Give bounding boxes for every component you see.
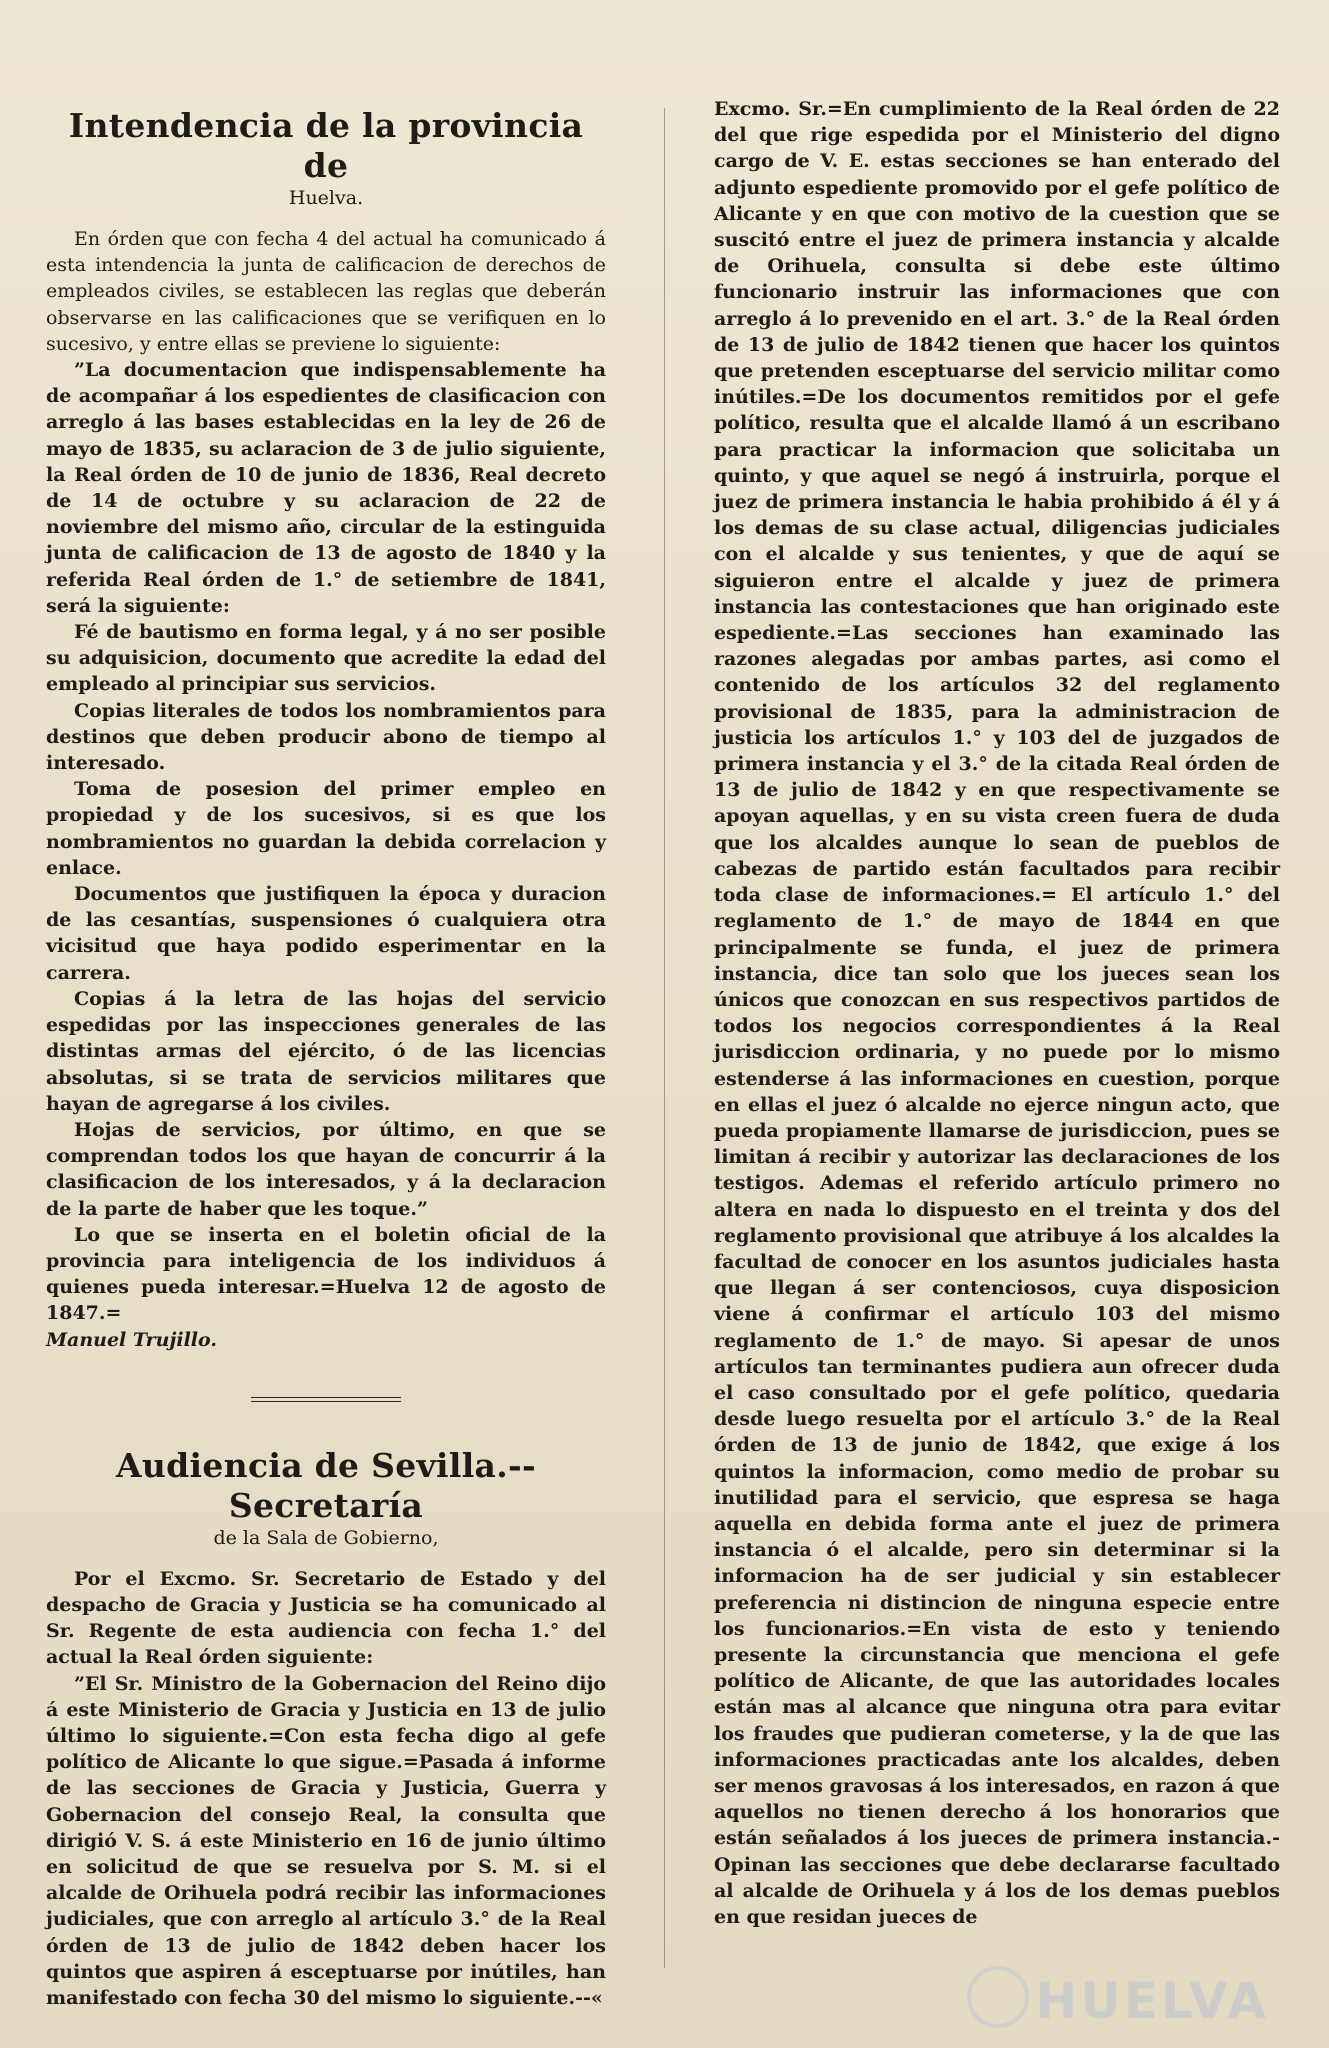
s1-paragraph-item: Copias á la letra de las hojas del servicio espedidas por las inspecciones generales de las distintas armas del ejército, ó de las licencias absolutas, si se trata de servicios militares que hayan de agregarse á los civiles. <box>46 987 606 1115</box>
right-column <box>714 96 1280 1930</box>
s1-paragraph-item: Toma de posesion del primer empleo en propiedad y de los sucesivos, si es que los nombramientos no guardan la debida correlacion y enlace. <box>46 778 606 879</box>
s1-signature: Manuel Trujillo. <box>46 1328 217 1351</box>
section2-subtitle: de la Sala de Gobierno, <box>213 1526 439 1549</box>
s1-paragraph-quote: ”La documentacion que indispensablemente ha de acompañar á los espedientes de clasificacion con arreglo á las bases establecidas en la ley de 26 de mayo de 1835, su aclaracion de 3 de julio siguiente, la Real órden de 10 de junio de 1836, Real decreto de 14 de octubre y su aclaracion de 22 de noviembre del mismo año, circular de la estinguida junta de calificacion de 13 de agosto de 1840 y la referida Real órden de 1.° de setiembre de 1841, será la siguiente: <box>46 359 606 617</box>
left-column <box>46 96 606 2011</box>
s2-paragraph-order: ”El Sr. Ministro de la Gobernacion del Reino dijo á este Ministerio de Gracia y Justicia en 13 de julio último lo siguiente.=Con esta fecha digo al gefe político de Alicante lo que sigue.=Pasada á informe de las secciones de Gracia y Justicia, Guerra y Gobernacion del consejo Real, la consulta que dirigió V. S. á este Ministerio en 16 de junio último en solicitud de que se resuelva por S. M. si el alcalde de Orihuela podrá recibir las informaciones judiciales, que con arreglo al artículo 3.° de la Real órden de 13 de julio de 1842 deben hacer los quintos que aspiren á esceptuarse por inútiles, han manifestado con fecha 30 del mismo lo siguiente.--« <box>46 1672 606 2009</box>
section1-title: Intendencia de la provincia de <box>68 106 584 185</box>
s1-paragraph-item: Hojas de servicios, por último, en que se comprendan todos los que hayan de concurrir á la clasificacion de los interesados, y á la declaracion de la parte de haber que les toque.” <box>46 1118 606 1220</box>
section1-subtitle: Huelva. <box>288 187 364 209</box>
s2-paragraph-intro: Por el Excmo. Sr. Secretario de Estado y del despacho de Gracia y Justicia se ha comunicado al Sr. Regente de esta audiencia con fecha 1.° del actual la Real órden siguiente: <box>46 1567 606 1669</box>
right-paragraph: Excmo. Sr.=En cumplimiento de la Real órden de 22 del que rige espedida por el Ministerio del digno cargo de V. E. estas secciones se han enterado del adjunto espediente promovido por el gefe político de Alicante y en que con motivo de la cuestion que se suscitó entre el juez de primera instancia y alcalde de Orihuela, consulta si debe este último funcionario instruir las informaciones que con arreglo á lo prevenido en el art. 3.° de la Real órden de 13 de julio de 1842 tienen que hacer los quintos que pretenden esceptuarse del servicio militar como inútiles.=De los documentos remitidos por el gefe político, resulta que el alcalde llamó á un escribano para practicar la informacion que solicitaba un quinto, y que aquel se negó á instruirla, porque el juez de primera instancia le habia prohibido á él y á los demas de su clase actual, diligencias judiciales con el alcalde y sus tenientes, y que de aquí se siguieron entre el alcalde y juez de primera instancia las contestaciones que han originado este espediente.=Las secciones han examinado las razones alegadas por ambas partes, asi como el contenido de los artículos 32 del reglamento provisional de 1835, para la administracion de justicia los artículos 1.° y 103 del de juzgados de primera instancia y el 3.° de la citada Real órden de 13 de julio de 1842 y en que respectivamente se apoyan aquellas, y en su vista creen fuera de duda que los alcaldes aunque lo sean de pueblos de cabezas de partido están facultados para recibir toda clase de informaciones.= El artículo 1.° del reglamento de 1.° de mayo de 1844 en que principalmente se funda, el juez de primera instancia, dice tan solo que los jueces sean los únicos que conozcan en sus respectivos partidos de todos los negocios correspondientes á la Real jurisdiccion ordinaria, y no puede por lo mismo estenderse á las informaciones en cuestion, porque en ellas el juez ó alcalde no ejerce ningun acto, que pueda propiamente llamarse de jurisdiccion, pues se limitan á recibir y autorizar las declaraciones de los testigos. Ademas el referido artículo primero no altera en nada lo dispuesto en el treinta y dos del reglamento provisional que atribuye á los alcaldes la facultad de conocer en los asuntos judiciales hasta que llegan á ser contenciosos, cuya disposicion viene á confirmar el artículo 103 del mismo reglamento de 1.° de mayo. Si apesar de unos artículos tan terminantes pudiera aun ofrecer duda el caso consultado por el gefe político, quedaria desde luego resuelta por el artículo 3.° de la Real órden de 13 de junio de 1842, que exige á los quintos la informacion, como medio de probar su inutilidad para el servicio, que espresa se haga aquella en debida forma ante el juez de primera instancia ó el alcalde, pero sin determinar si la informacion ha de ser judicial y sin establecer preferencia ni distincion de ninguna especie entre los funcionarios.=En vista de esto y teniendo presente la circunstancia que menciona el gefe político de Alicante, de que las autoridades locales están mas al alcance que ninguna otra para evitar los fraudes que pudieran cometerse, y la de que las informaciones practicadas ante los alcaldes, deben ser menos gravosas á los interesados, en razon á que aquellos no tienen derecho á los honorarios que están señalados á los jueces de primera instancia.- Opinan las secciones que debe declararse facultado al alcalde de Orihuela y á los de los demas pueblos en que residan jueces de <box>714 98 1280 1929</box>
column-divider <box>664 108 665 1968</box>
s1-paragraph-intro: En órden que con fecha 4 del actual ha comunicado á esta intendencia la junta de calificacion de derechos de empleados civiles, se establecen las reglas que deberán observarse en las calificaciones que se verifiquen en lo sucesivo, y entre ellas se previene lo siguiente: <box>46 228 606 355</box>
s1-paragraph-item: Fé de bautismo en forma legal, y á no ser posible su adquisicion, documento que acredite la edad del empleado al principiar sus servicios. <box>46 621 606 696</box>
watermark: HUELVA <box>1035 1972 1269 2030</box>
section-divider-rule <box>251 1397 401 1402</box>
s1-paragraph-closing: Lo que se inserta en el boletin oficial de la provincia para inteligencia de los individuos á quienes pueda interesar.=Huelva 12 de agosto de 1847.= <box>46 1223 606 1325</box>
watermark-seal-icon <box>967 1966 1029 2028</box>
s1-paragraph-item: Documentos que justifiquen la época y duracion de las cesantías, suspensiones ó cualquiera otra vicisitud que haya podido esperimentar en la carrera. <box>46 883 606 984</box>
s1-paragraph-item: Copias literales de todos los nombramientos para destinos que deben producir abono de tiempo al interesado. <box>46 699 606 775</box>
section2-title: Audiencia de Sevilla.--Secretaría <box>115 1445 537 1525</box>
